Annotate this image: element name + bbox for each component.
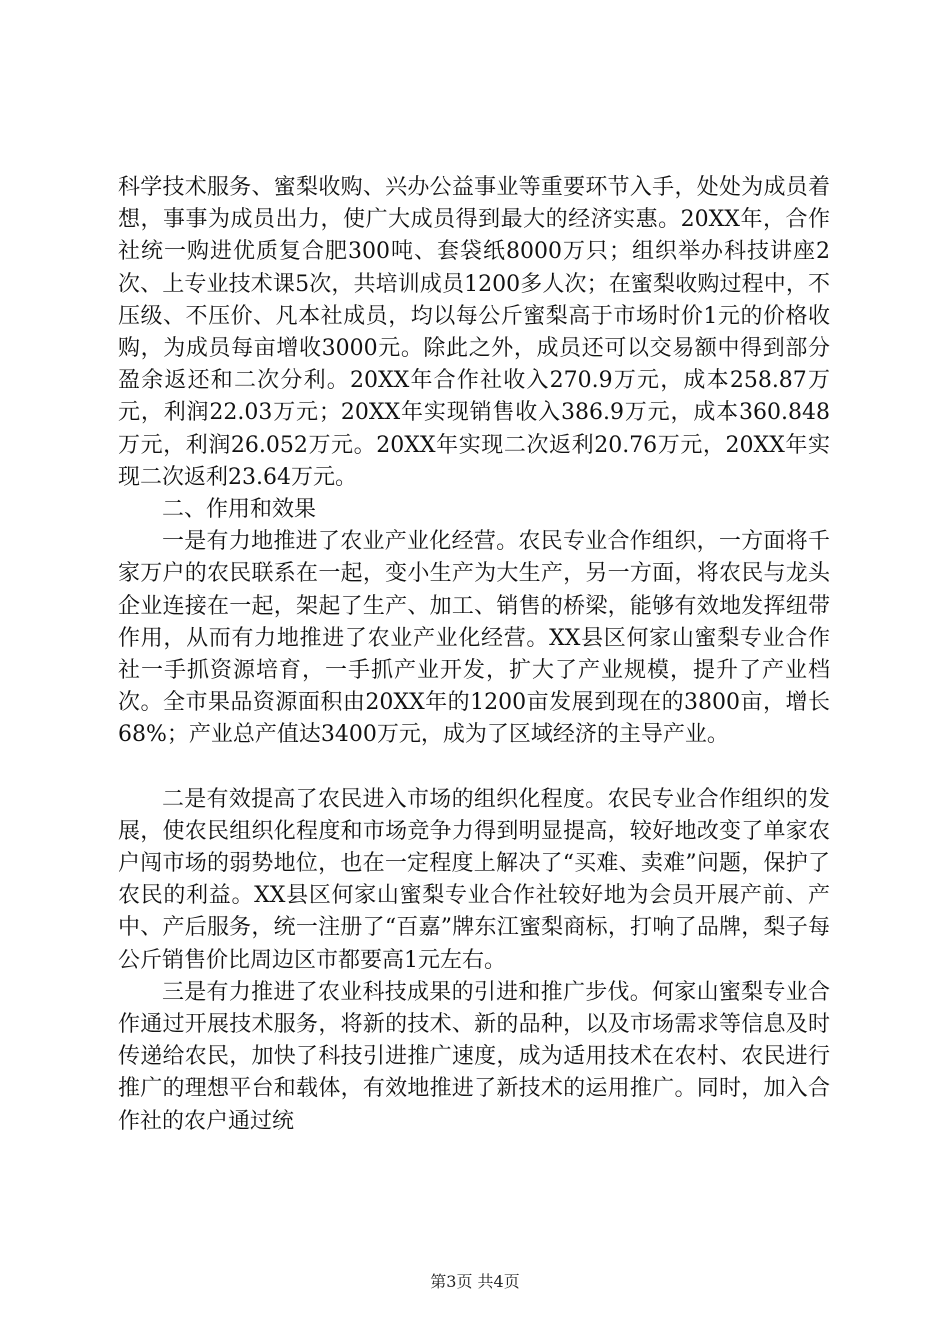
paragraph-effect-one: 一是有力地推进了农业产业化经营。农民专业合作组织，一方面将千家万户的农民联系在一起，变小生产为大生产，另一方面，将农民与龙头企业连接在一起，架起了生产、加工、销售的桥梁，能够有效地发挥纽带作用，从而有力地推进了农业产业化经营。XX县区何家山蜜梨专业合作社一手抓资源培育，一手抓产业开发，扩大了产业规模，提升了产业档次。全市果品资源面积由20XX年的1200亩发展到现在的3800亩，增长68%；产业总产值达3400万元，成为了区域经济的主导产业。 [118,529,830,748]
paragraph-spacer [118,752,830,784]
paragraph-effect-three: 三是有力推进了农业科技成果的引进和推广步伐。何家山蜜梨专业合作通过开展技术服务，将新的技术、新的品种，以及市场需求等信息及时传递给农民，加快了科技引进推广速度，成为适用技术在农村、农民进行推广的理想平台和载体，有效地推进了新技术的运用推广。同时，加入合作社的农户通过统 [118,979,830,1134]
section-heading: 二、作用和效果 [162,497,317,523]
paragraph-effect-two: 二是有效提高了农民进入市场的组织化程度。农民专业合作组织的发展，使农民组织化程度和市场竞争力得到明显提高，较好地改变了单家农户闯市场的弱势地位，也在一定程度上解决了“买难、卖难”问题，保护了农民的利益。XX县区何家山蜜梨专业合作社较好地为会员开展产前、产中、产后服务，统一注册了“百嘉”牌东江蜜梨商标，打响了品牌，梨子每公斤销售价比周边区市都要高1元左右。 [118,786,830,973]
page-number-footer: 第3页 共4页 [430,1272,520,1291]
paragraph-continuation: 科学技术服务、蜜梨收购、兴办公益事业等重要环节入手，处处为成员着想，事事为成员出力，使广大成员得到最大的经济实惠。20XX年，合作社统一购进优质复合肥300吨、套袋纸8000万只；组织举办科技讲座2次、上专业技术课5次，共培训成员1200多人次；在蜜梨收购过程中，不压级、不压价、凡本社成员，均以每公斤蜜梨高于市场时价1元的价格收购，为成员每亩增收3000元。除此之外，成员还可以交易额中得到部分盈余返还和二次分利。20XX年合作社收入270.9万元，成本258.87万元，利润22.03万元；20XX年实现销售收入386.9万元，成本360.848万元，利润26.052万元。20XX年实现二次返利20.76万元，20XX年实现二次返利23.64万元。 [118,175,830,490]
document-body [118,172,830,1138]
